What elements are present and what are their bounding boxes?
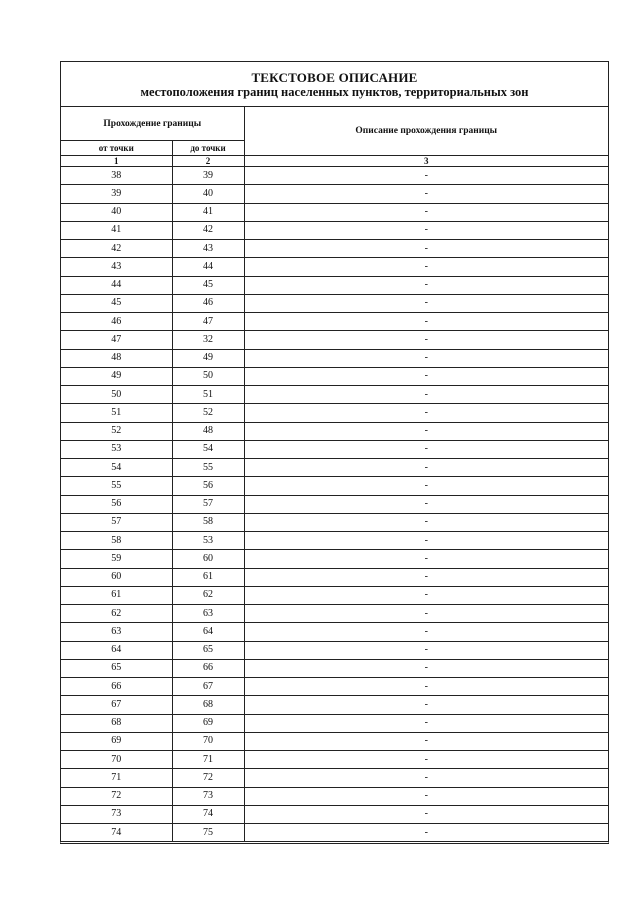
description-cell: - [244, 824, 608, 842]
to-point-cell: 66 [172, 659, 244, 677]
from-point-cell: 70 [61, 751, 172, 769]
from-point-cell: 40 [61, 203, 172, 221]
to-point-cell: 75 [172, 824, 244, 842]
description-cell: - [244, 477, 608, 495]
description-cell: - [244, 221, 608, 239]
description-cell: - [244, 787, 608, 805]
from-point-cell: 72 [61, 787, 172, 805]
table-row [61, 313, 608, 331]
description-cell: - [244, 513, 608, 531]
table-row [61, 550, 608, 568]
table-row [61, 422, 608, 440]
from-point-cell: 67 [61, 696, 172, 714]
description-cell: - [244, 769, 608, 787]
to-point-cell: 56 [172, 477, 244, 495]
to-point-cell: 65 [172, 641, 244, 659]
to-point-cell: 55 [172, 459, 244, 477]
to-point-cell: 60 [172, 550, 244, 568]
from-point-cell: 56 [61, 495, 172, 513]
description-cell: - [244, 532, 608, 550]
from-point-cell: 65 [61, 659, 172, 677]
from-point-cell: 68 [61, 714, 172, 732]
to-point-cell: 72 [172, 769, 244, 787]
document-sheet [60, 61, 609, 844]
description-cell: - [244, 331, 608, 349]
description-cell: - [244, 805, 608, 823]
to-point-cell: 63 [172, 605, 244, 623]
to-point-cell: 62 [172, 586, 244, 604]
column-number-1: 1 [61, 156, 172, 167]
table-row [61, 495, 608, 513]
from-point-cell: 62 [61, 605, 172, 623]
table-row [61, 824, 608, 842]
to-point-cell: 49 [172, 349, 244, 367]
description-cell: - [244, 185, 608, 203]
table-row [61, 459, 608, 477]
from-point-cell: 48 [61, 349, 172, 367]
description-cell: - [244, 495, 608, 513]
from-point-cell: 50 [61, 386, 172, 404]
table-row [61, 294, 608, 312]
table-row [61, 185, 608, 203]
from-point-cell: 47 [61, 331, 172, 349]
to-point-cell: 61 [172, 568, 244, 586]
to-point-cell: 68 [172, 696, 244, 714]
from-point-cell: 59 [61, 550, 172, 568]
to-point-cell: 39 [172, 167, 244, 185]
to-point-cell: 45 [172, 276, 244, 294]
from-point-cell: 61 [61, 586, 172, 604]
table-row [61, 386, 608, 404]
description-cell: - [244, 732, 608, 750]
from-point-cell: 45 [61, 294, 172, 312]
from-point-cell: 42 [61, 240, 172, 258]
to-point-cell: 64 [172, 623, 244, 641]
to-point-cell: 47 [172, 313, 244, 331]
to-point-cell: 32 [172, 331, 244, 349]
description-cell: - [244, 422, 608, 440]
from-point-cell: 58 [61, 532, 172, 550]
table-row [61, 696, 608, 714]
to-point-cell: 44 [172, 258, 244, 276]
from-point-cell: 71 [61, 769, 172, 787]
column-number-3: 3 [244, 156, 608, 167]
from-point-cell: 54 [61, 459, 172, 477]
document-title: ТЕКСТОВОЕ ОПИСАНИЕ [251, 70, 418, 85]
to-point-cell: 43 [172, 240, 244, 258]
column-number-2: 2 [172, 156, 244, 167]
table-row [61, 513, 608, 531]
table-row [61, 167, 608, 185]
from-point-cell: 39 [61, 185, 172, 203]
table-row [61, 605, 608, 623]
description-cell: - [244, 386, 608, 404]
description-cell: - [244, 641, 608, 659]
description-cell: - [244, 605, 608, 623]
description-cell: - [244, 404, 608, 422]
from-point-cell: 64 [61, 641, 172, 659]
to-point-cell: 69 [172, 714, 244, 732]
table-row [61, 440, 608, 458]
to-point-cell: 70 [172, 732, 244, 750]
table-row [61, 404, 608, 422]
description-cell: - [244, 167, 608, 185]
description-cell: - [244, 678, 608, 696]
from-point-cell: 66 [61, 678, 172, 696]
document-subtitle: местоположения границ населенных пунктов, территориальных зон [140, 85, 529, 99]
table-row [61, 276, 608, 294]
description-cell: - [244, 349, 608, 367]
table-row [61, 641, 608, 659]
description-cell: - [244, 313, 608, 331]
to-point-cell: 73 [172, 787, 244, 805]
table-row [61, 203, 608, 221]
to-point-cell: 48 [172, 422, 244, 440]
table-row [61, 477, 608, 495]
description-cell: - [244, 276, 608, 294]
table-row [61, 659, 608, 677]
description-cell: - [244, 440, 608, 458]
table-row [61, 568, 608, 586]
to-point-cell: 74 [172, 805, 244, 823]
table-row [61, 532, 608, 550]
from-point-cell: 44 [61, 276, 172, 294]
from-point-cell: 38 [61, 167, 172, 185]
header-from-point: от точки [61, 141, 172, 156]
from-point-cell: 69 [61, 732, 172, 750]
header-to-point: до точки [172, 141, 244, 156]
description-cell: - [244, 696, 608, 714]
to-point-cell: 41 [172, 203, 244, 221]
to-point-cell: 67 [172, 678, 244, 696]
description-cell: - [244, 294, 608, 312]
table-row [61, 331, 608, 349]
from-point-cell: 74 [61, 824, 172, 842]
table-row [61, 732, 608, 750]
from-point-cell: 63 [61, 623, 172, 641]
from-point-cell: 60 [61, 568, 172, 586]
table-row [61, 769, 608, 787]
description-cell: - [244, 751, 608, 769]
from-point-cell: 41 [61, 221, 172, 239]
table-row [61, 751, 608, 769]
description-cell: - [244, 459, 608, 477]
description-cell: - [244, 568, 608, 586]
to-point-cell: 57 [172, 495, 244, 513]
table-row [61, 349, 608, 367]
from-point-cell: 73 [61, 805, 172, 823]
from-point-cell: 46 [61, 313, 172, 331]
to-point-cell: 54 [172, 440, 244, 458]
description-cell: - [244, 550, 608, 568]
table-row [61, 258, 608, 276]
description-cell: - [244, 659, 608, 677]
description-cell: - [244, 203, 608, 221]
table-row [61, 240, 608, 258]
from-point-cell: 57 [61, 513, 172, 531]
boundary-table [61, 107, 608, 841]
table-row [61, 221, 608, 239]
table-row [61, 623, 608, 641]
to-point-cell: 58 [172, 513, 244, 531]
table-row [61, 805, 608, 823]
header-boundary-passage: Прохождение границы [61, 107, 244, 141]
to-point-cell: 50 [172, 367, 244, 385]
table-row [61, 678, 608, 696]
description-cell: - [244, 623, 608, 641]
to-point-cell: 40 [172, 185, 244, 203]
to-point-cell: 46 [172, 294, 244, 312]
description-cell: - [244, 586, 608, 604]
from-point-cell: 43 [61, 258, 172, 276]
table-row [61, 367, 608, 385]
description-cell: - [244, 367, 608, 385]
title-block [61, 62, 608, 107]
description-cell: - [244, 240, 608, 258]
table-row [61, 586, 608, 604]
table-row [61, 714, 608, 732]
from-point-cell: 51 [61, 404, 172, 422]
from-point-cell: 55 [61, 477, 172, 495]
from-point-cell: 49 [61, 367, 172, 385]
from-point-cell: 52 [61, 422, 172, 440]
table-body [61, 167, 608, 842]
from-point-cell: 53 [61, 440, 172, 458]
to-point-cell: 71 [172, 751, 244, 769]
description-cell: - [244, 258, 608, 276]
header-description: Описание прохождения границы [244, 107, 608, 156]
description-cell: - [244, 714, 608, 732]
to-point-cell: 53 [172, 532, 244, 550]
table-row [61, 787, 608, 805]
to-point-cell: 52 [172, 404, 244, 422]
to-point-cell: 42 [172, 221, 244, 239]
to-point-cell: 51 [172, 386, 244, 404]
